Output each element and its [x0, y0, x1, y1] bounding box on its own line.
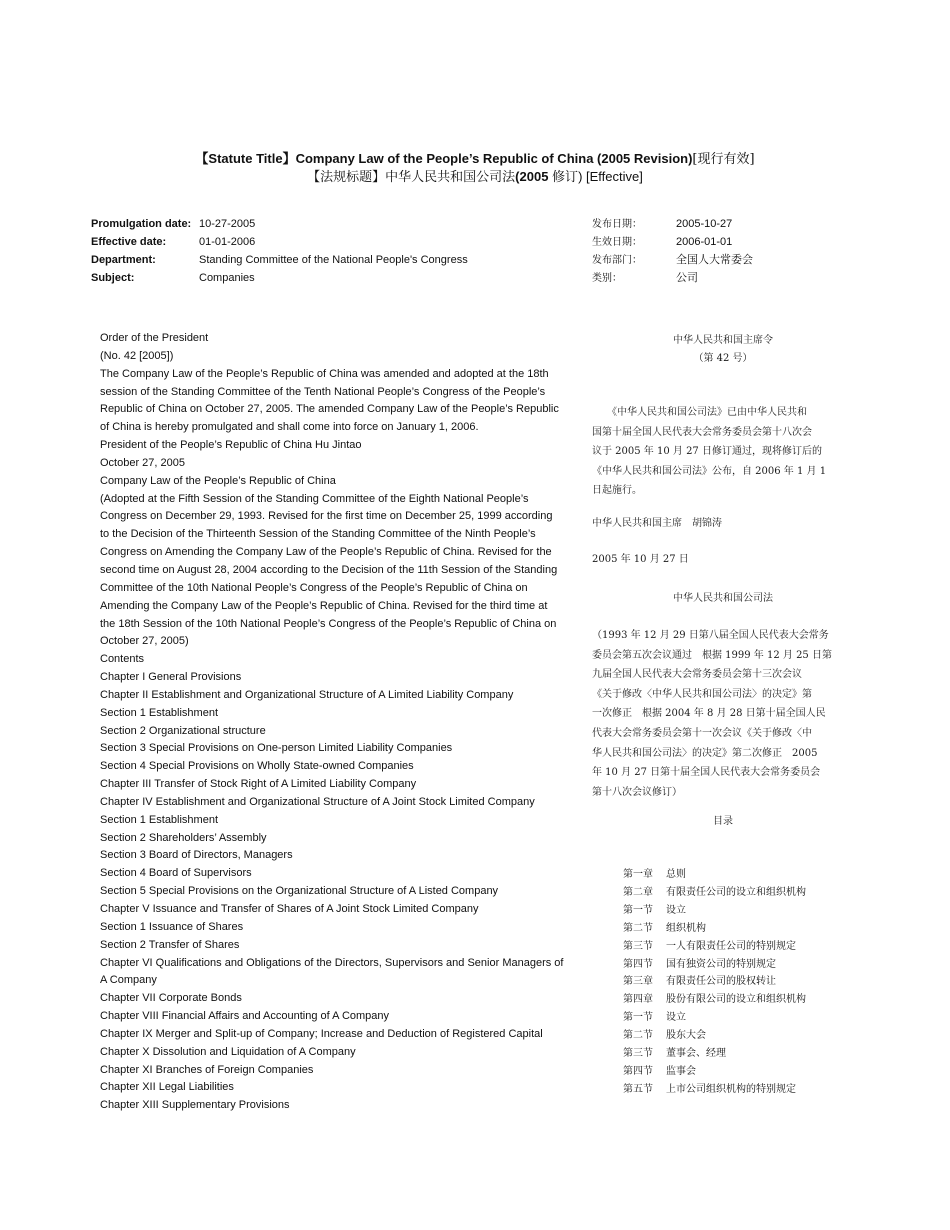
cn-contents-entry — [623, 991, 806, 1009]
text-line: Chapter V Issuance and Transfer of Shares of A Joint Stock Limited Company — [100, 903, 479, 915]
cn-contents-number: 第五节 — [623, 1083, 653, 1095]
text-line: Chapter XI Branches of Foreign Companies — [100, 1063, 314, 1076]
text-line: of China is hereby promulgated and shall come into force on January 1, 2006. — [100, 421, 479, 434]
statute-title-en — [0, 150, 950, 169]
english-text-column — [100, 330, 566, 1115]
cn-contents-title: 董事会、经理 — [666, 1048, 726, 1060]
text-line: Committee of the 10th National People’s Congress of the People’s Republic of China on — [100, 581, 528, 594]
title-cn-a: 中华人民共和国公司法 — [385, 170, 516, 185]
text-line: Section 5 Special Provisions on the Organizational Structure of A Listed Company — [100, 885, 499, 898]
text-line: October 27, 2005 — [100, 456, 186, 469]
cn-contents-number: 第二节 — [623, 1030, 653, 1042]
cn-law-title: 中华人民共和国公司法 — [673, 593, 773, 604]
cn-contents-title: 监事会 — [666, 1065, 696, 1077]
meta-label: Effective date: — [91, 236, 167, 248]
meta-label: 发布部门： — [592, 255, 642, 266]
meta-row — [91, 215, 468, 233]
cn-contents-entry — [623, 973, 806, 991]
cn-contents-title: 设立 — [666, 904, 686, 916]
text-line: Section 2 Transfer of Shares — [100, 938, 240, 951]
cn-legislative-history — [592, 626, 854, 802]
text-line: Congress on December 29, 1993. Revised for the first time on December 25, 1999 according — [100, 510, 553, 523]
text-line: Section 2 Shareholders’ Assembly — [100, 831, 267, 844]
meta-row — [592, 233, 753, 251]
text-line: second time on August 28, 2004 according to the Decision of the 11th Session of the Standing — [100, 563, 558, 576]
cn-contents-entry — [623, 1009, 806, 1027]
meta-row — [91, 269, 468, 287]
cn-contents-number: 第四节 — [623, 1065, 653, 1077]
title-cn-year: (2005 — [515, 169, 549, 184]
meta-label: Subject: — [91, 272, 135, 284]
cn-text-line: 《中华人民共和国公司法》公布，自 2006 年 1 月 1 — [592, 465, 827, 477]
meta-label: Department: — [91, 254, 156, 266]
cn-table-of-contents — [623, 866, 806, 1099]
meta-row — [592, 215, 753, 233]
meta-label: Promulgation date: — [91, 218, 192, 230]
text-line: Chapter XII Legal Liabilities — [100, 1081, 234, 1094]
meta-value: Standing Committee of the National People's Congress — [199, 254, 468, 266]
cn-contents-title: 有限责任公司的股权转让 — [666, 976, 776, 988]
cn-order-number: （第 42 号） — [693, 353, 753, 364]
cn-contents-entry — [623, 902, 806, 920]
cn-contents-number: 第一章 — [623, 869, 653, 880]
text-line: Chapter VII Corporate Bonds — [100, 992, 242, 1005]
title-cn-b: 修订 — [552, 170, 579, 185]
metadata-en — [91, 215, 468, 287]
meta-label: 发布日期： — [592, 219, 642, 230]
cn-contents-title: 一人有限责任公司的特别规定 — [666, 940, 796, 952]
cn-contents-title: 有限责任公司的设立和组织机构 — [666, 886, 806, 898]
cn-contents-entry — [623, 1081, 806, 1099]
cn-contents-heading: 目录 — [713, 816, 733, 827]
text-line: Company Law of the People’s Republic of China — [100, 474, 336, 487]
cn-text-line: 年 10 月 27 日第十届全国人民代表大会常务委员会 — [592, 767, 821, 779]
meta-row — [91, 233, 468, 251]
text-line: Section 2 Organizational structure — [100, 724, 266, 737]
text-line: Chapter III Transfer of Stock Right of A Limited Liability Company — [100, 778, 417, 791]
text-line: Section 1 Establishment — [100, 813, 219, 826]
cn-text-line: 代表大会常务委员会第十一次会议《关于修改〈中 — [592, 727, 812, 739]
cn-text-line: 九届全国人民代表大会常务委员会第十三次会议 — [592, 669, 802, 681]
cn-text-line: 议于 2005 年 10 月 27 日修订通过，现将修订后的 — [592, 446, 822, 458]
statute-title-cn — [0, 168, 950, 187]
text-line: Chapter I General Provisions — [100, 671, 242, 684]
meta-value: 公司 — [676, 271, 698, 284]
cn-contents-title: 国有独资公司的特别规定 — [666, 958, 776, 970]
text-line: October 27, 2005) — [100, 635, 189, 648]
cn-contents-number: 第三节 — [623, 1048, 653, 1060]
meta-row — [592, 251, 753, 269]
cn-promulgation-paragraph — [592, 403, 854, 501]
meta-value: 10-27-2005 — [199, 218, 256, 230]
cn-contents-entry — [623, 866, 806, 884]
cn-contents-title: 上市公司组织机构的特别规定 — [666, 1083, 796, 1095]
text-line: Republic of China on October 27, 2005. The amended Company Law of the People’s Republic — [100, 403, 559, 416]
meta-label: 生效日期： — [592, 237, 642, 248]
cn-contents-title: 设立 — [666, 1012, 686, 1024]
cn-contents-title: 组织机构 — [666, 922, 706, 934]
meta-value: 2006-01-01 — [676, 236, 733, 248]
title-en-main: Company Law of the People’s Republic of China (2005 Revision) — [295, 151, 693, 166]
meta-value: 2005-10-27 — [676, 218, 733, 230]
text-line: Chapter X Dissolution and Liquidation of A Company — [100, 1045, 356, 1058]
cn-text-line: 日起施行。 — [592, 485, 642, 497]
text-line: Section 1 Establishment — [100, 706, 219, 719]
text-line: Section 3 Special Provisions on One-person Limited Liability Companies — [100, 742, 453, 755]
cn-contents-title: 股东大会 — [666, 1030, 706, 1042]
cn-contents-number: 第二节 — [623, 922, 653, 934]
text-line: Chapter II Establishment and Organizational Structure of A Limited Liability Company — [100, 688, 514, 701]
metadata-cn — [592, 215, 753, 287]
title-en-status: [现行有效] — [692, 152, 755, 167]
cn-contents-entry — [623, 1045, 806, 1063]
cn-contents-number: 第二章 — [623, 886, 653, 898]
cn-contents-title: 总则 — [666, 869, 686, 880]
text-line: The Company Law of the People’s Republic of China was amended and adopted at the 18th — [100, 367, 549, 380]
cn-contents-entry — [623, 938, 806, 956]
cn-contents-number: 第一节 — [623, 1012, 653, 1024]
cn-order-title: 中华人民共和国主席令 — [673, 335, 773, 346]
text-line: Section 1 Issuance of Shares — [100, 920, 244, 933]
cn-text-line: 第十八次会议修订） — [592, 786, 682, 798]
cn-contents-number: 第三节 — [623, 940, 653, 952]
text-line: Chapter IV Establishment and Organizational Structure of A Joint Stock Limited Company — [100, 795, 535, 808]
meta-label: 类别： — [592, 273, 622, 284]
cn-text-line: 国第十届全国人民代表大会常务委员会第十八次会 — [592, 426, 812, 438]
cn-date: 2005 年 10 月 27 日 — [592, 554, 689, 565]
title-cn-end: ) [Effective] — [578, 169, 643, 184]
cn-text-line: 《中华人民共和国公司法》已由中华人民共和 — [592, 407, 807, 418]
text-line: (Adopted at the Fifth Session of the Standing Committee of the Eighth National People’s — [100, 492, 529, 505]
meta-value: 01-01-2006 — [199, 236, 256, 248]
cn-contents-entry — [623, 1063, 806, 1081]
cn-signer: 中华人民共和国主席 胡锦涛 — [592, 518, 722, 529]
text-line: the 18th Session of the 10th National People’s Congress of the People’s Republic of China on — [100, 617, 557, 630]
text-line: President of the People’s Republic of China Hu Jintao — [100, 439, 362, 452]
text-line: Section 4 Board of Supervisors — [100, 867, 252, 880]
cn-contents-number: 第四节 — [623, 958, 653, 970]
text-line: Contents — [100, 653, 145, 666]
text-line: Order of the President — [100, 332, 209, 344]
cn-contents-entry — [623, 884, 806, 902]
meta-row — [91, 251, 468, 269]
text-line: to the Decision of the Thirteenth Session of the Standing Committee of the Ninth People’s — [100, 528, 536, 541]
cn-text-line: 《关于修改〈中华人民共和国公司法〉的决定》第 — [592, 688, 812, 700]
cn-contents-number: 第四章 — [623, 994, 653, 1006]
cn-order-heading — [592, 332, 854, 368]
cn-contents-entry — [623, 1027, 806, 1045]
text-line: (No. 42 [2005]) — [100, 349, 174, 362]
meta-value: Companies — [199, 272, 255, 284]
text-line: Section 4 Special Provisions on Wholly State-owned Companies — [100, 760, 414, 773]
text-line: session of the Standing Committee of the Tenth National People’s Congress of the People’s — [100, 385, 546, 398]
text-line: Chapter IX Merger and Split-up of Company; Increase and Deduction of Registered Capital — [100, 1027, 543, 1040]
cn-contents-title: 股份有限公司的设立和组织机构 — [666, 994, 806, 1006]
cn-contents-entry — [623, 956, 806, 974]
text-line: Amending the Company Law of the People’s Republic of China. Revised for the third time at — [100, 599, 548, 612]
cn-contents-entry — [623, 920, 806, 938]
cn-contents-number: 第三章 — [623, 976, 653, 988]
meta-row — [592, 269, 753, 287]
text-line: Congress on Amending the Company Law of the People’s Republic of China. Revised for the — [100, 546, 552, 559]
text-line: Chapter VIII Financial Affairs and Accounting of A Company — [100, 1010, 390, 1023]
text-line: Chapter VI Qualifications and Obligations of the Directors, Supervisors and Senior Managers of — [100, 956, 564, 969]
meta-value: 全国人大常委会 — [676, 253, 753, 266]
cn-text-line: （1993 年 12 月 29 日第八届全国人民代表大会常务 — [592, 630, 829, 641]
text-line: Section 3 Board of Directors, Managers — [100, 849, 293, 862]
cn-text-line: 一次修正 根据 2004 年 8 月 28 日第十届全国人民 — [592, 708, 826, 720]
text-line: A Company — [100, 974, 157, 987]
text-line: Chapter XIII Supplementary Provisions — [100, 1099, 290, 1112]
cn-text-line: 委员会第五次会议通过 根据 1999 年 12 月 25 日第 — [592, 649, 832, 661]
cn-text-line: 华人民共和国公司法〉的决定》第二次修正 2005 — [592, 747, 818, 759]
cn-contents-number: 第一节 — [623, 904, 653, 916]
title-en-bracket: 【Statute Title】 — [195, 151, 296, 166]
title-cn-bracket: 【法规标题】 — [307, 170, 386, 185]
